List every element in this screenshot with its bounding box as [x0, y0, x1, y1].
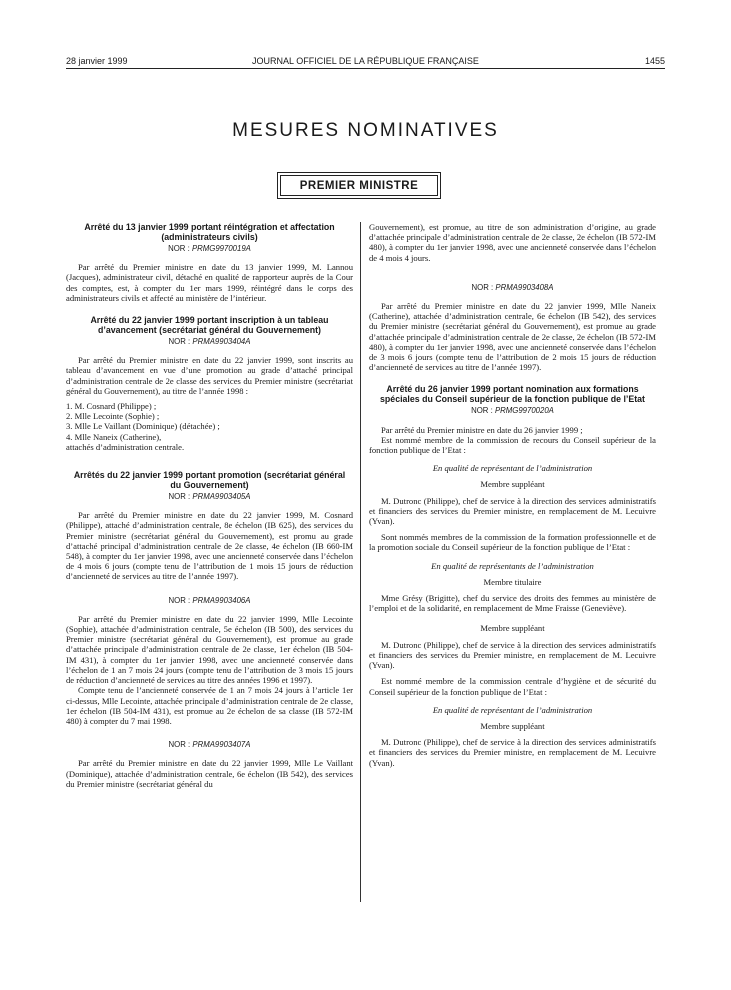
- nor-code: PRMG9970019A: [191, 244, 251, 253]
- header-page-number: 1455: [644, 56, 665, 66]
- header-rule: [66, 68, 665, 69]
- header-date: 28 janvier 1999: [66, 56, 128, 66]
- paragraph: Par arrêté du Premier ministre en date du 22 janvier 1999, Mlle Lecointe (Sophie), attachée d’administration centrale, 5e échelon (IB 500), des services du Premier ministre (secrétariat général du Gouvernement), est promue au grade d’attachée principale d’administration centrale de 2e classe, 1er échelon (IB 504-IM 431), à compter du 1er janvier 1998, avec une ancienneté conservée dans l’échelon de 1 an 7 mois 24 jours (compte tenu de l’attribution de 3 mois 15 jours de réduction d’ancienneté de services au titre des années 1996 et 1997).: [66, 613, 353, 686]
- paragraph: Sont nommés membres de la commission de la formation professionnelle et de la promotion sociale du Conseil supérieur de la fonction publique de l’Etat :: [369, 532, 656, 553]
- nor-code: PRMG9970020A: [494, 406, 554, 416]
- nor-code: PRMA9903407A: [192, 740, 251, 750]
- paragraph: Est nommé membre de la commission de recours du Conseil supérieur de la fonction publique de l’Etat :: [369, 434, 656, 456]
- capacity-heading: En qualité de représentants de l’administration: [431, 560, 594, 571]
- paragraph: Mme Grésy (Brigitte), chef du service des droits des femmes au ministère de l’emploi et de la solidarité, en remplacement de Mme Fraisse (Geneviève).: [369, 593, 656, 614]
- header-journal-title: JOURNAL OFFICIEL DE LA RÉPUBLIQUE FRANÇAISE: [252, 56, 479, 66]
- left-column: [66, 222, 353, 789]
- article-title: Arrêté du 22 janvier 1999 portant inscription à un tableau d’avancement (secrétariat général du Gouvernement): [90, 315, 329, 336]
- nor-reference: [66, 337, 353, 347]
- nor-reference: [66, 244, 353, 254]
- paragraph: Par arrêté du Premier ministre en date du 13 janvier 1999, M. Lannou (Jacques), administrateur civil, détaché en qualité de rapporteur auprès de la Cour des comptes, est, à compter du 1er mars 1999, réintégré dans le corps des administrateurs civils et affecté au ministère de l’intérieur.: [66, 262, 353, 303]
- list-item: 4. Mlle Naneix (Catherine),: [66, 431, 162, 442]
- paragraph: M. Dutronc (Philippe), chef de service à la direction des services administratifs et financiers des services du Premier ministre, en remplacement de M. Lecuivre (Yvan).: [369, 495, 656, 527]
- nor-reference: [369, 283, 656, 293]
- paragraph: Par arrêté du Premier ministre en date du 22 janvier 1999, M. Cosnard (Philippe), attaché d’administration centrale, 8e échelon (IB 625), des services du Premier ministre (secrétariat général du Gouvernement), est promu au grade d’attaché principal d’administration centrale de 2e classe, 4e échelon (IB 660-IM 548), à compter du 1er janvier 1998, avec une ancienneté conservée dans l’échelon de 4 mois 6 jours (compte tenu de l’attribution de 1 mois 15 jours de réduction d’ancienneté de services au titre de l’année 1997).: [66, 510, 353, 582]
- article-title: Arrêté du 13 janvier 1999 portant réintégration et affectation (administrateurs civils): [84, 222, 335, 242]
- nor-code: PRMA9903405A: [192, 492, 251, 502]
- nor-label: NOR :: [168, 740, 191, 750]
- advancement-list: [66, 401, 353, 452]
- nor-label: NOR :: [168, 595, 191, 605]
- paragraph: M. Dutronc (Philippe), chef de service à la direction des services administratifs et financiers des services du Premier ministre, en remplacement de M. Lecuivre (Yvan).: [369, 737, 656, 768]
- section-title: PREMIER MINISTRE: [280, 175, 438, 196]
- nor-code: PRMA9903404A: [192, 337, 251, 347]
- section-title-box: [277, 172, 441, 199]
- right-column: [369, 222, 656, 768]
- member-role: Membre suppléant: [480, 479, 545, 490]
- list-item: 2. Mlle Lecointe (Sophie) ;: [66, 411, 160, 422]
- member-role: Membre titulaire: [483, 576, 542, 587]
- nor-label: NOR :: [168, 337, 191, 347]
- nor-reference: [66, 492, 353, 502]
- main-title: MESURES NOMINATIVES: [232, 120, 499, 141]
- list-item: 1. M. Cosnard (Philippe) ;: [66, 401, 157, 412]
- article-title: Arrêté du 26 janvier 1999 portant nomination aux formations spéciales du Conseil supérieur de la fonction publique de l’Etat: [380, 384, 645, 405]
- article-title: Arrêtés du 22 janvier 1999 portant promotion (secrétariat général du Gouvernement): [73, 470, 346, 491]
- paragraph: Par arrêté du Premier ministre en date du 26 janvier 1999 ;: [381, 424, 583, 435]
- list-tail: attachés d’administration centrale.: [66, 441, 185, 452]
- nor-label: NOR :: [168, 492, 191, 502]
- paragraph: Par arrêté du Premier ministre en date du 22 janvier 1999, sont inscrits au tableau d’avancement en vue d’une promotion au grade d’attaché principal d’administration centrale de 2e classe des services du Premier ministre (secrétariat général du Gouvernement), au titre de l’année 1998 :: [66, 355, 353, 396]
- nor-label: NOR :: [471, 406, 493, 416]
- column-divider: [360, 222, 361, 902]
- nor-reference: [369, 406, 656, 416]
- paragraph-continued: Gouvernement), est promue, au titre de son administration d’origine, au grade d’attachée principale d’administration centrale de 2e classe, 2e échelon (IB 572-IM 480), à compter du 1er janvier 1998, avec une ancienneté conservée dans l’échelon de 4 mois 4 jours.: [369, 222, 656, 263]
- member-role: Membre suppléant: [480, 720, 545, 731]
- nor-reference: [66, 740, 353, 750]
- paragraph: Est nommé membre de la commission centrale d’hygiène et de sécurité du Conseil supérieur de la fonction publique de l’Etat :: [369, 676, 656, 697]
- nor-code: PRMA9903408A: [495, 282, 554, 292]
- nor-code: PRMA9903406A: [192, 595, 251, 605]
- paragraph: Par arrêté du Premier ministre en date du 22 janvier 1999, Mlle Naneix (Catherine), attachée d’administration centrale, 6e échelon (IB 542), des services du Premier ministre (secrétariat général du Gouvernement), est promue au grade d’attachée principale d’administration centrale de 2e classe, 2e échelon (IB 572-IM 480), à compter du 1er janvier 1998, avec une ancienneté conservée dans l’échelon de 3 mois 6 jours (compte tenu de l’attribution de 2 mois 15 jours de réduction d’ancienneté de services au titre de l’année 1997).: [369, 301, 656, 373]
- paragraph: M. Dutronc (Philippe), chef de service à la direction des services administratifs et financiers des services du Premier ministre, en remplacement de M. Lecuivre (Yvan).: [369, 639, 656, 671]
- nor-label: NOR :: [168, 244, 190, 253]
- page-header: [66, 56, 665, 68]
- nor-reference: [66, 596, 353, 606]
- paragraph: Par arrêté du Premier ministre en date du 22 janvier 1999, Mlle Le Vaillant (Dominique), attachée d’administration centrale, 6e échelon (IB 542), des services du Premier ministre (secrétariat général du: [66, 758, 353, 789]
- nor-label: NOR :: [471, 282, 494, 292]
- paragraph: Compte tenu de l’ancienneté conservée de 1 an 7 mois 24 jours à l’article 1er ci-dessus, Mlle Lecointe, attachée principale d’administration centrale de 2e classe, 1er échelon (IB 504-IM 431), est promue au 2e échelon de sa classe (IB 572-IM 480) à compter du 7 mai 1998.: [66, 685, 353, 726]
- list-item: 3. Mlle Le Vaillant (Dominique) (détachée) ;: [66, 421, 220, 432]
- member-role: Membre suppléant: [480, 623, 545, 634]
- capacity-heading: En qualité de représentant de l’administration: [432, 463, 593, 474]
- capacity-heading: En qualité de représentant de l’administration: [432, 704, 593, 715]
